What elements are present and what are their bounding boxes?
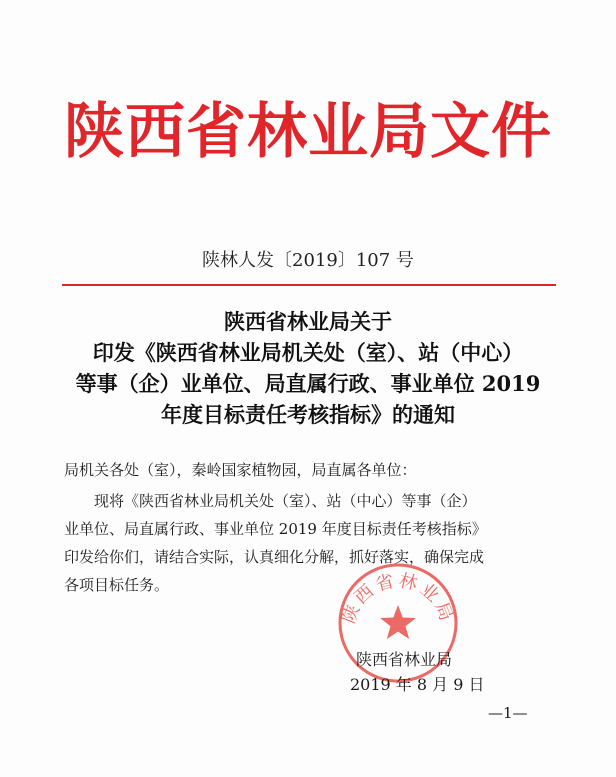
notice-title-line: 陕西省林业局关于 xyxy=(224,309,392,334)
page-number: —1— xyxy=(488,704,528,722)
notice-title-line: 年度目标责任考核指标》的通知 xyxy=(161,402,455,427)
body-line: 现将《陕西省林业局机关处（室）、站（中心）等事（企） xyxy=(94,492,477,510)
signing-organization: 陕西省林业局 xyxy=(356,650,453,669)
salutation: 局机关各处（室），秦岭国家植物园，局直属各单位： xyxy=(64,461,417,479)
body-paragraph xyxy=(64,487,564,599)
red-divider xyxy=(62,284,556,286)
notice-title-line: 印发《陕西省林业局机关处（室）、站（中心） xyxy=(92,340,524,365)
masthead-title: 陕西省林业局文件 xyxy=(64,97,552,167)
notice-title-line: 等事（企）业单位、局直属行政、事业单位 2019 xyxy=(75,371,541,396)
seal-text: 陕西省林业局 xyxy=(338,570,458,627)
seal-star-icon xyxy=(380,605,416,639)
notice-title xyxy=(40,306,576,430)
signing-date: 2019 年 8 月 9 日 xyxy=(350,675,485,694)
body-line: 业单位、局直属行政、事业单位 2019 年度目标责任考核指标》 xyxy=(64,520,487,538)
body-line: 印发给你们，请结合实际，认真细化分解，抓好落实，确保完成 xyxy=(64,548,485,566)
document-number: 陕林人发〔2019〕107 号 xyxy=(202,250,414,271)
body-line: 各项目标任务。 xyxy=(64,576,170,594)
